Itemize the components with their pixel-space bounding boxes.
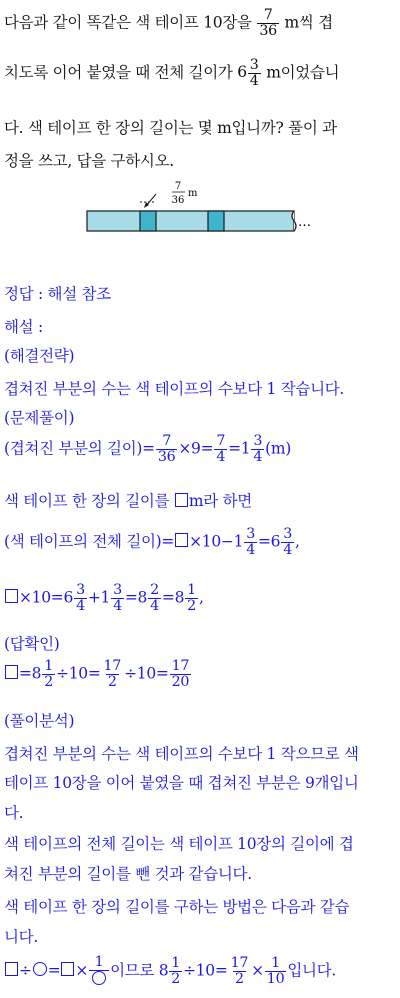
strategy-text: 겹쳐진 부분의 수는 색 테이프의 수보다 1 작습니다. bbox=[4, 380, 345, 398]
answer-line: 정답 : 해설 참조 bbox=[4, 285, 111, 303]
box-symbol bbox=[5, 962, 18, 976]
fraction: $\frac{1}{2}$ bbox=[44, 658, 54, 690]
fraction: $\frac{3}{4}$ bbox=[253, 433, 263, 465]
analysis-line: 테이프 10장을 이어 붙였을 때 겹쳐진 부분은 9개입니 bbox=[4, 774, 359, 792]
tape-figure bbox=[84, 180, 324, 240]
problem-text: 다음과 같이 똑같은 색 테이프 10장을 bbox=[4, 13, 252, 32]
fraction: $\frac{3}{4}$ bbox=[249, 57, 259, 89]
tape-bar bbox=[87, 211, 294, 231]
solve-title: (문제풀이) bbox=[4, 409, 75, 427]
problem-line-2: 치도록 이어 붙였을 때 전체 길이가 6 $\frac{3}{4}$ m이었습니 bbox=[4, 57, 340, 89]
analysis-line: 겹쳐진 부분의 수는 색 테이프의 수보다 1 작으므로 색 bbox=[4, 745, 359, 763]
check-title: (답확인) bbox=[4, 635, 60, 653]
circle-symbol bbox=[33, 962, 47, 976]
figure-ellipsis: … bbox=[298, 215, 311, 230]
analysis-title: (풀이분석) bbox=[4, 712, 75, 730]
fraction: $\frac{1}{2}$ bbox=[187, 582, 196, 614]
analysis-line: 색 테이프의 전체 길이는 색 테이프 10장의 길이에 겹 bbox=[4, 835, 354, 853]
fraction: $\frac{3}{4}$ bbox=[76, 582, 85, 614]
problem-text: 치도록 이어 붙였을 때 전체 길이가 bbox=[4, 63, 233, 82]
problem-line-1 bbox=[4, 8, 398, 39]
overlap-segment-1 bbox=[140, 211, 156, 231]
figure-label-numerator: 7 bbox=[174, 181, 182, 192]
analysis-line: 다. bbox=[4, 804, 24, 822]
fraction: $\frac{1}{10}$ bbox=[266, 955, 285, 987]
problem-text: m씩 겹 bbox=[284, 13, 333, 32]
fraction: $\frac{17}{2}$ bbox=[230, 955, 249, 987]
circle-symbol bbox=[92, 971, 106, 985]
overlap-segment-2 bbox=[208, 211, 224, 231]
explain-title: 해설 : bbox=[4, 318, 43, 336]
fraction: $\frac{7}{36}$ bbox=[157, 433, 176, 465]
fraction: $\frac{1}{2}$ bbox=[171, 955, 181, 987]
strategy-title: (해결전략) bbox=[4, 347, 75, 365]
fraction: $\frac{17}{20}$ bbox=[171, 658, 190, 690]
box-symbol bbox=[175, 533, 188, 547]
fraction: $\frac{7}{36}$ bbox=[259, 7, 277, 39]
analysis-line: 쳐진 부분의 길이를 뺀 것과 같습니다. bbox=[4, 865, 252, 883]
let-statement: 색 테이프 한 장의 길이를 m라 하면 bbox=[4, 492, 252, 510]
fraction: $\frac{2}{4}$ bbox=[150, 582, 159, 614]
fraction: $\frac{3}{4}$ bbox=[246, 526, 255, 558]
fraction: $\frac{3}{4}$ bbox=[283, 526, 292, 558]
equation-4: =8 $\frac{1}{2}$ ÷10= $\frac{17}{2}$ ÷10= $\frac{17}{20}$ bbox=[4, 659, 398, 690]
equation-2: (색 테이프의 전체 길이)= ×10−1 $\frac{3}{4}$ =6 $\frac{3}{4}$ , bbox=[4, 526, 300, 558]
box-symbol bbox=[5, 589, 18, 603]
problem-line-3: 다. 색 테이프 한 장의 길이는 몇 m입니까? 풀이 과 bbox=[4, 119, 337, 137]
figure-label-unit: m bbox=[188, 188, 198, 199]
problem-line-4: 정을 쓰고, 답을 구하시오. bbox=[4, 152, 174, 170]
analysis-line: 색 테이프 한 장의 길이를 구하는 방법은 다음과 같습 bbox=[4, 898, 350, 916]
figure-label-denominator: 36 bbox=[171, 195, 185, 206]
fraction: $\frac{3}{4}$ bbox=[113, 582, 122, 614]
box-symbol bbox=[61, 962, 74, 976]
problem-text: m이었습니 bbox=[266, 63, 340, 82]
box-symbol bbox=[5, 665, 18, 679]
box-symbol bbox=[175, 493, 188, 507]
equation-3: ×10=6 $\frac{3}{4}$ +1 $\frac{3}{4}$ =8 $\frac{2}{4}$ =8 $\frac{1}{2}$ , bbox=[4, 583, 398, 614]
fraction: $\frac{7}{4}$ bbox=[216, 433, 226, 465]
equation-1: (겹쳐진 부분의 길이)= $\frac{7}{36}$ ×9= $\frac{7}{4}$ =1 $\frac{3}{4}$ (m) bbox=[4, 433, 292, 465]
final-equation: ÷ = × 1 이므로 8 $\frac{1}{2}$ ÷10= $\frac{17}{2}$ × $\frac{1}{10}$ 입니다. bbox=[4, 955, 398, 988]
fraction: 1 bbox=[89, 955, 109, 988]
analysis-line: 니다. bbox=[4, 928, 38, 946]
fraction: $\frac{17}{2}$ bbox=[103, 658, 122, 690]
